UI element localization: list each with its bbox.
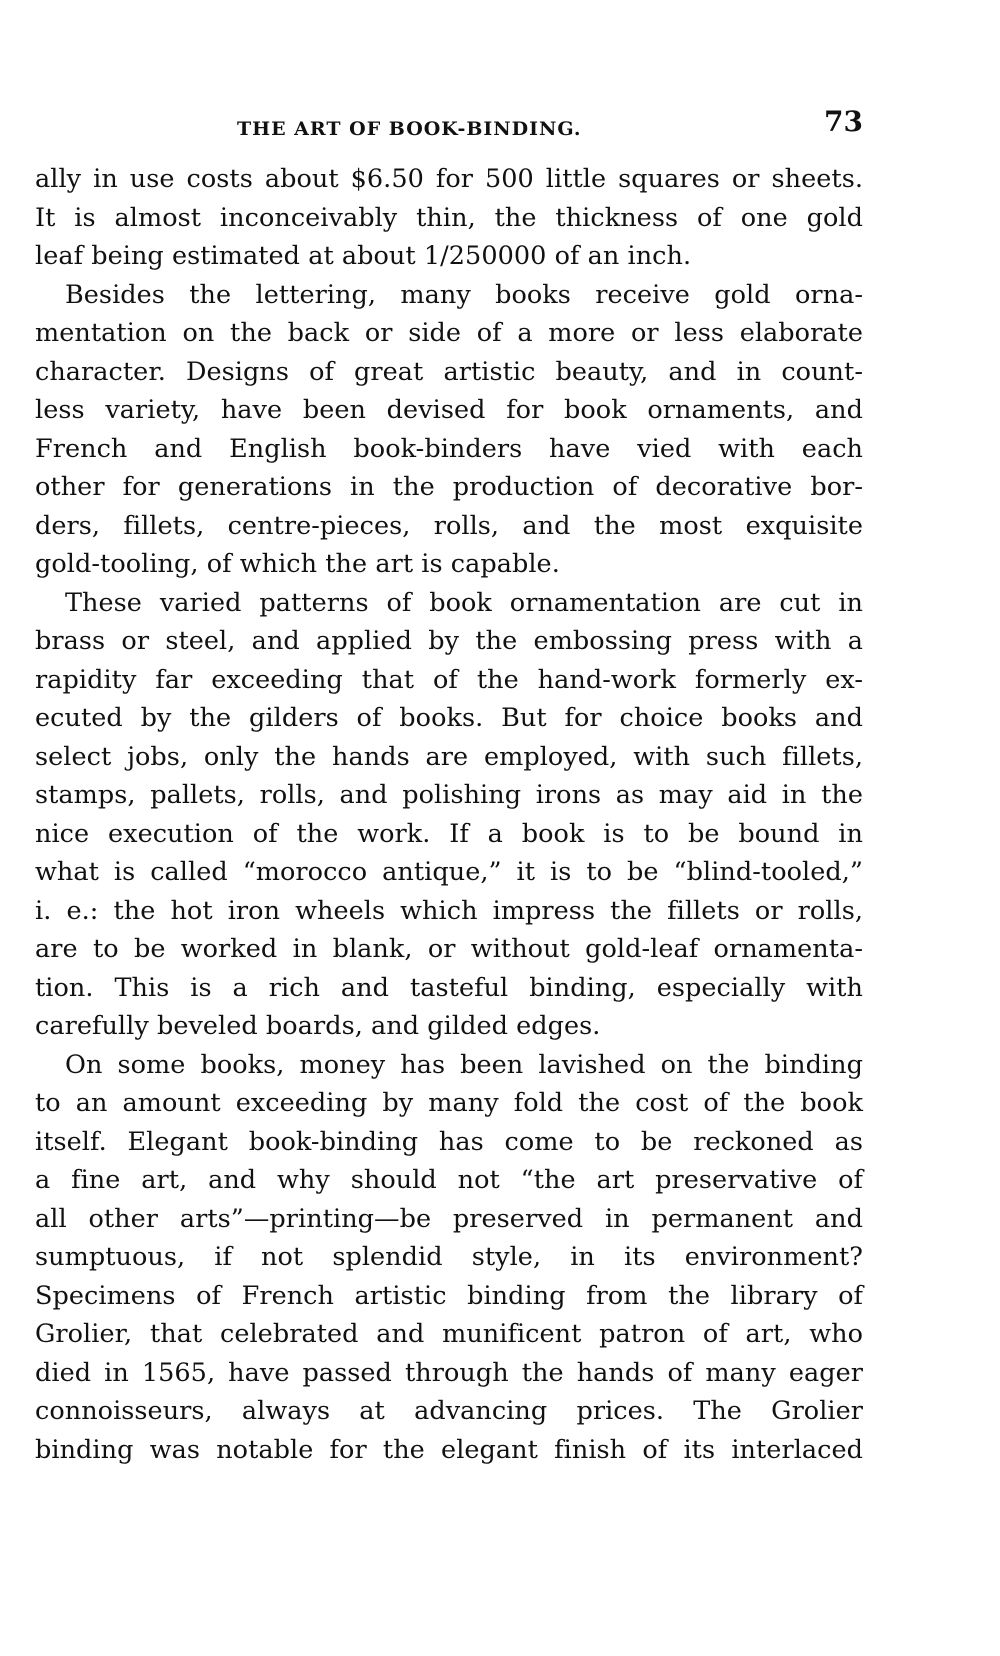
text-line: are to be worked in blank, or without gold-leaf ornamenta- [35, 934, 863, 964]
text-line: i. e.: the hot iron wheels which impress the fillets or rolls, [35, 895, 863, 926]
paragraph-4 [35, 1046, 863, 1470]
text-line: to an amount exceeding by many fold the cost of the book [35, 1088, 863, 1118]
running-header [35, 105, 863, 150]
text-line: stamps, pallets, rolls, and polishing irons as may aid in the [35, 780, 863, 810]
text-line: sumptuous, if not splendid style, in its environment? [35, 1242, 863, 1272]
text-line: select jobs, only the hands are employed, with such fillets, [35, 741, 863, 772]
text-line: On some books, money has been lavished on the binding [65, 1049, 863, 1080]
text-line: what is called “morocco antique,” it is to be “blind-tooled,” [35, 857, 863, 887]
book-page [35, 105, 863, 1469]
text-line: tion. This is a rich and tasteful binding, especially with [35, 972, 863, 1003]
text-line: died in 1565, have passed through the hands of many eager [35, 1357, 863, 1388]
text-line: Grolier, that celebrated and munificent patron of art, who [35, 1319, 863, 1349]
text-line: Besides the lettering, many books receive gold orna- [65, 279, 863, 310]
text-line: It is almost inconceivably thin, the thickness of one gold [35, 202, 863, 233]
running-title: THE ART OF BOOK-BINDING. [237, 118, 582, 140]
text-line: binding was notable for the elegant finish of its interlaced [35, 1434, 863, 1465]
text-line: other for generations in the production of decorative bor- [35, 472, 863, 502]
paragraph-3 [35, 584, 863, 1046]
text-line: mentation on the back or side of a more or less elaborate [35, 318, 863, 348]
text-line: character. Designs of great artistic beauty, and in count- [35, 356, 863, 387]
text-line: carefully beveled boards, and gilded edges. [35, 1011, 601, 1041]
text-line: nice execution of the work. If a book is to be bound in [35, 818, 863, 849]
text-line: ally in use costs about $6.50 for 500 little squares or sheets. [35, 164, 863, 194]
text-line: all other arts”—printing—be preserved in permanent and [35, 1203, 863, 1234]
page-number: 73 [824, 105, 863, 138]
text-line: brass or steel, and applied by the embossing press with a [35, 626, 863, 656]
text-line: French and English book-binders have vied with each [35, 433, 863, 464]
text-line: less variety, have been devised for book ornaments, and [35, 395, 863, 425]
text-line: a fine art, and why should not “the art preservative of [35, 1165, 863, 1195]
text-line: These varied patterns of book ornamentation are cut in [65, 587, 863, 618]
text-line: ders, fillets, centre-pieces, rolls, and the most exquisite [35, 510, 863, 541]
text-line: Specimens of French artistic binding from the library of [35, 1280, 863, 1311]
text-line: itself. Elegant book-binding has come to be reckoned as [35, 1126, 863, 1157]
body-text [35, 160, 863, 1469]
text-line: connoisseurs, always at advancing prices. The Grolier [35, 1396, 863, 1426]
text-line: rapidity far exceeding that of the hand-work formerly ex- [35, 664, 863, 695]
text-line: gold-tooling, of which the art is capable. [35, 549, 560, 579]
paragraph-2 [35, 276, 863, 584]
text-line: leaf being estimated at about 1/250000 of an inch. [35, 241, 692, 271]
text-line: ecuted by the gilders of books. But for choice books and [35, 703, 863, 733]
paragraph-1 [35, 160, 863, 276]
